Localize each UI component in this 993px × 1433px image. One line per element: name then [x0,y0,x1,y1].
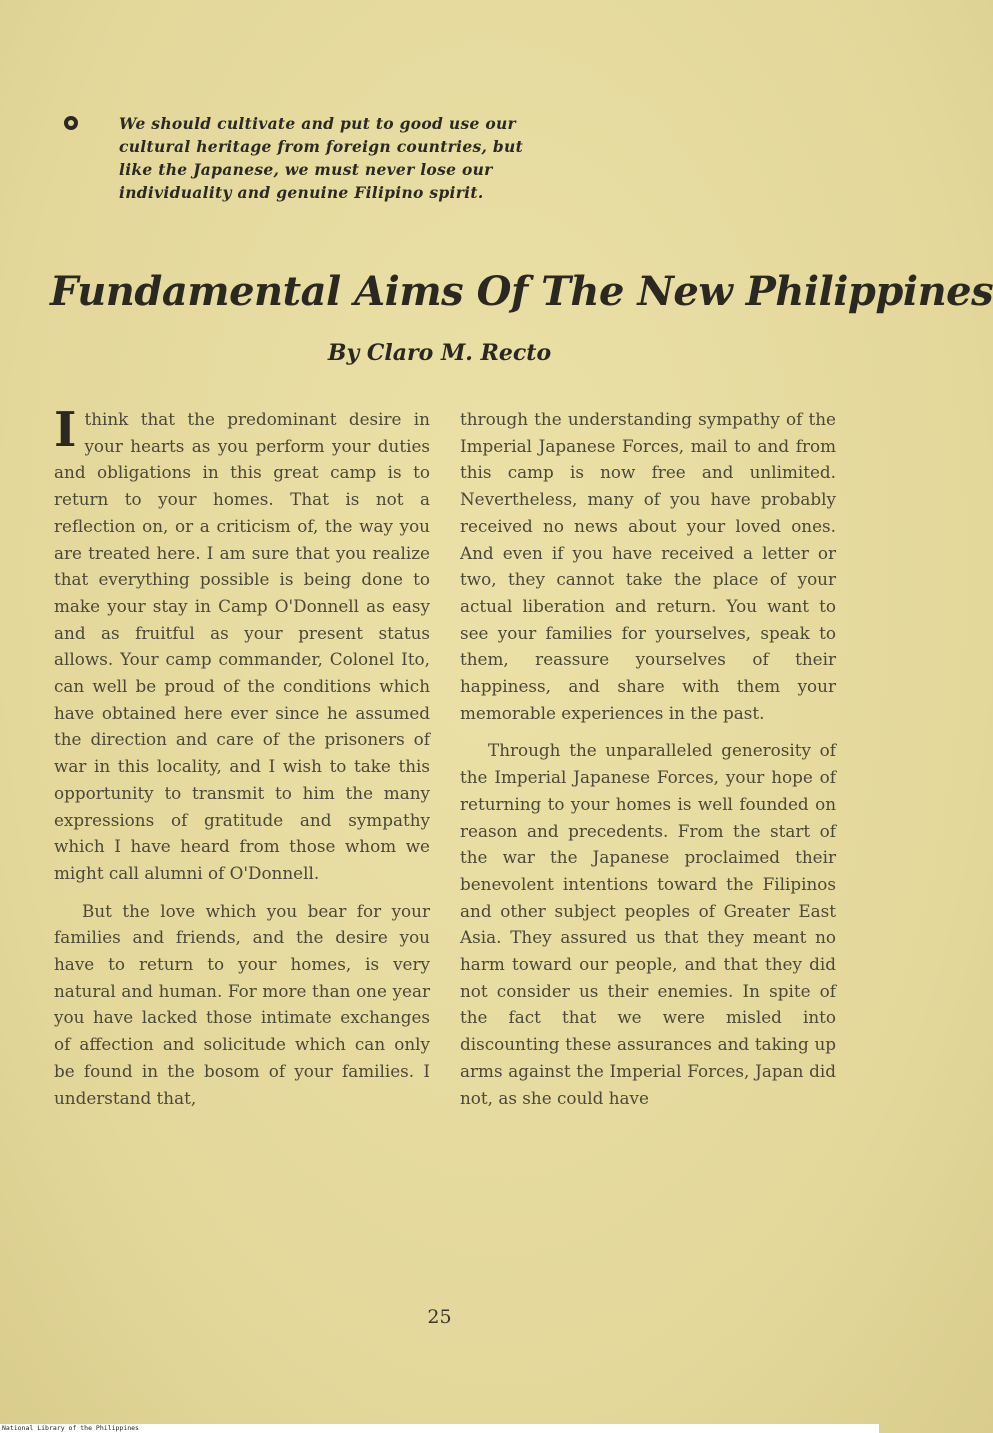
pull-quote-text: We should cultivate and put to good use our cultural heritage from foreign countries, but like the Japanese, we must never lose our individuality and genuine Filipino spirit. [119,114,524,202]
article-title: Fundamental Aims Of The New Philippines [50,268,993,315]
footer-credit: National Library of the Philippines [2,1424,139,1432]
right-column [460,406,836,1111]
right-paragraph-2: Through the unparalleled generosity of the Imperial Japanese Forces, your hope of returning to your homes is well founded on reason and precedents. From the start of the war the Japanese proclaimed their benevolent intentions toward the Filipinos and other subject peoples of Greater East Asia. They assured us that they meant no harm toward our people, and that they did not consider us their enemies. In spite of the fact that we were misled into discounting these assurances and taking up arms against the Imperial Forces, Japan did not, as she could have [460,740,836,1108]
article-byline: By Claro M. Recto [327,340,552,366]
left-paragraph-1 [54,402,430,887]
footer-strip [0,1424,879,1433]
right-paragraph-1: through the understanding sympathy of the Imperial Japanese Forces, mail to and from this camp is now free and unlimited. Nevertheless, many of you have probably received no news about your loved ones. And even if you have received a letter or two, they cannot take the place of your actual liberation and return. You want to see your families for yourselves, speak to them, reassure yourselves of their happiness, and share with them your memorable experiences in the past. [460,409,836,723]
left-paragraph-1-text: think that the predominant desire in your hearts as you perform your duties and obligations in this great camp is to return to your homes. That is not a reflection on, or a criticism of, the way you are treated here. I am sure that you realize that everything possible is being done to make your stay in Camp O'Donnell as easy and as fruitful as your present status allows. Your camp commander, Colonel Ito, can well be proud of the conditions which have obtained here ever since he assumed the direction and care of the prisoners of war in this locality, and I wish to take this opportunity to transmit to him the many expressions of gratitude and sympathy which I have heard from those whom we might call alumni of O'Donnell. [54,409,430,883]
bullet-icon [64,116,78,130]
left-column [54,402,430,1111]
drop-cap: I [54,402,77,458]
page-number: 25 [427,1306,452,1328]
pull-quote [64,112,544,204]
left-paragraph-2: But the love which you bear for your families and friends, and the desire you have to return to your homes, is very natural and human. For more than one year you have lacked those intimate exchanges of affection and solicitude which can only be found in the bosom of your families. I understand that, [54,900,430,1108]
